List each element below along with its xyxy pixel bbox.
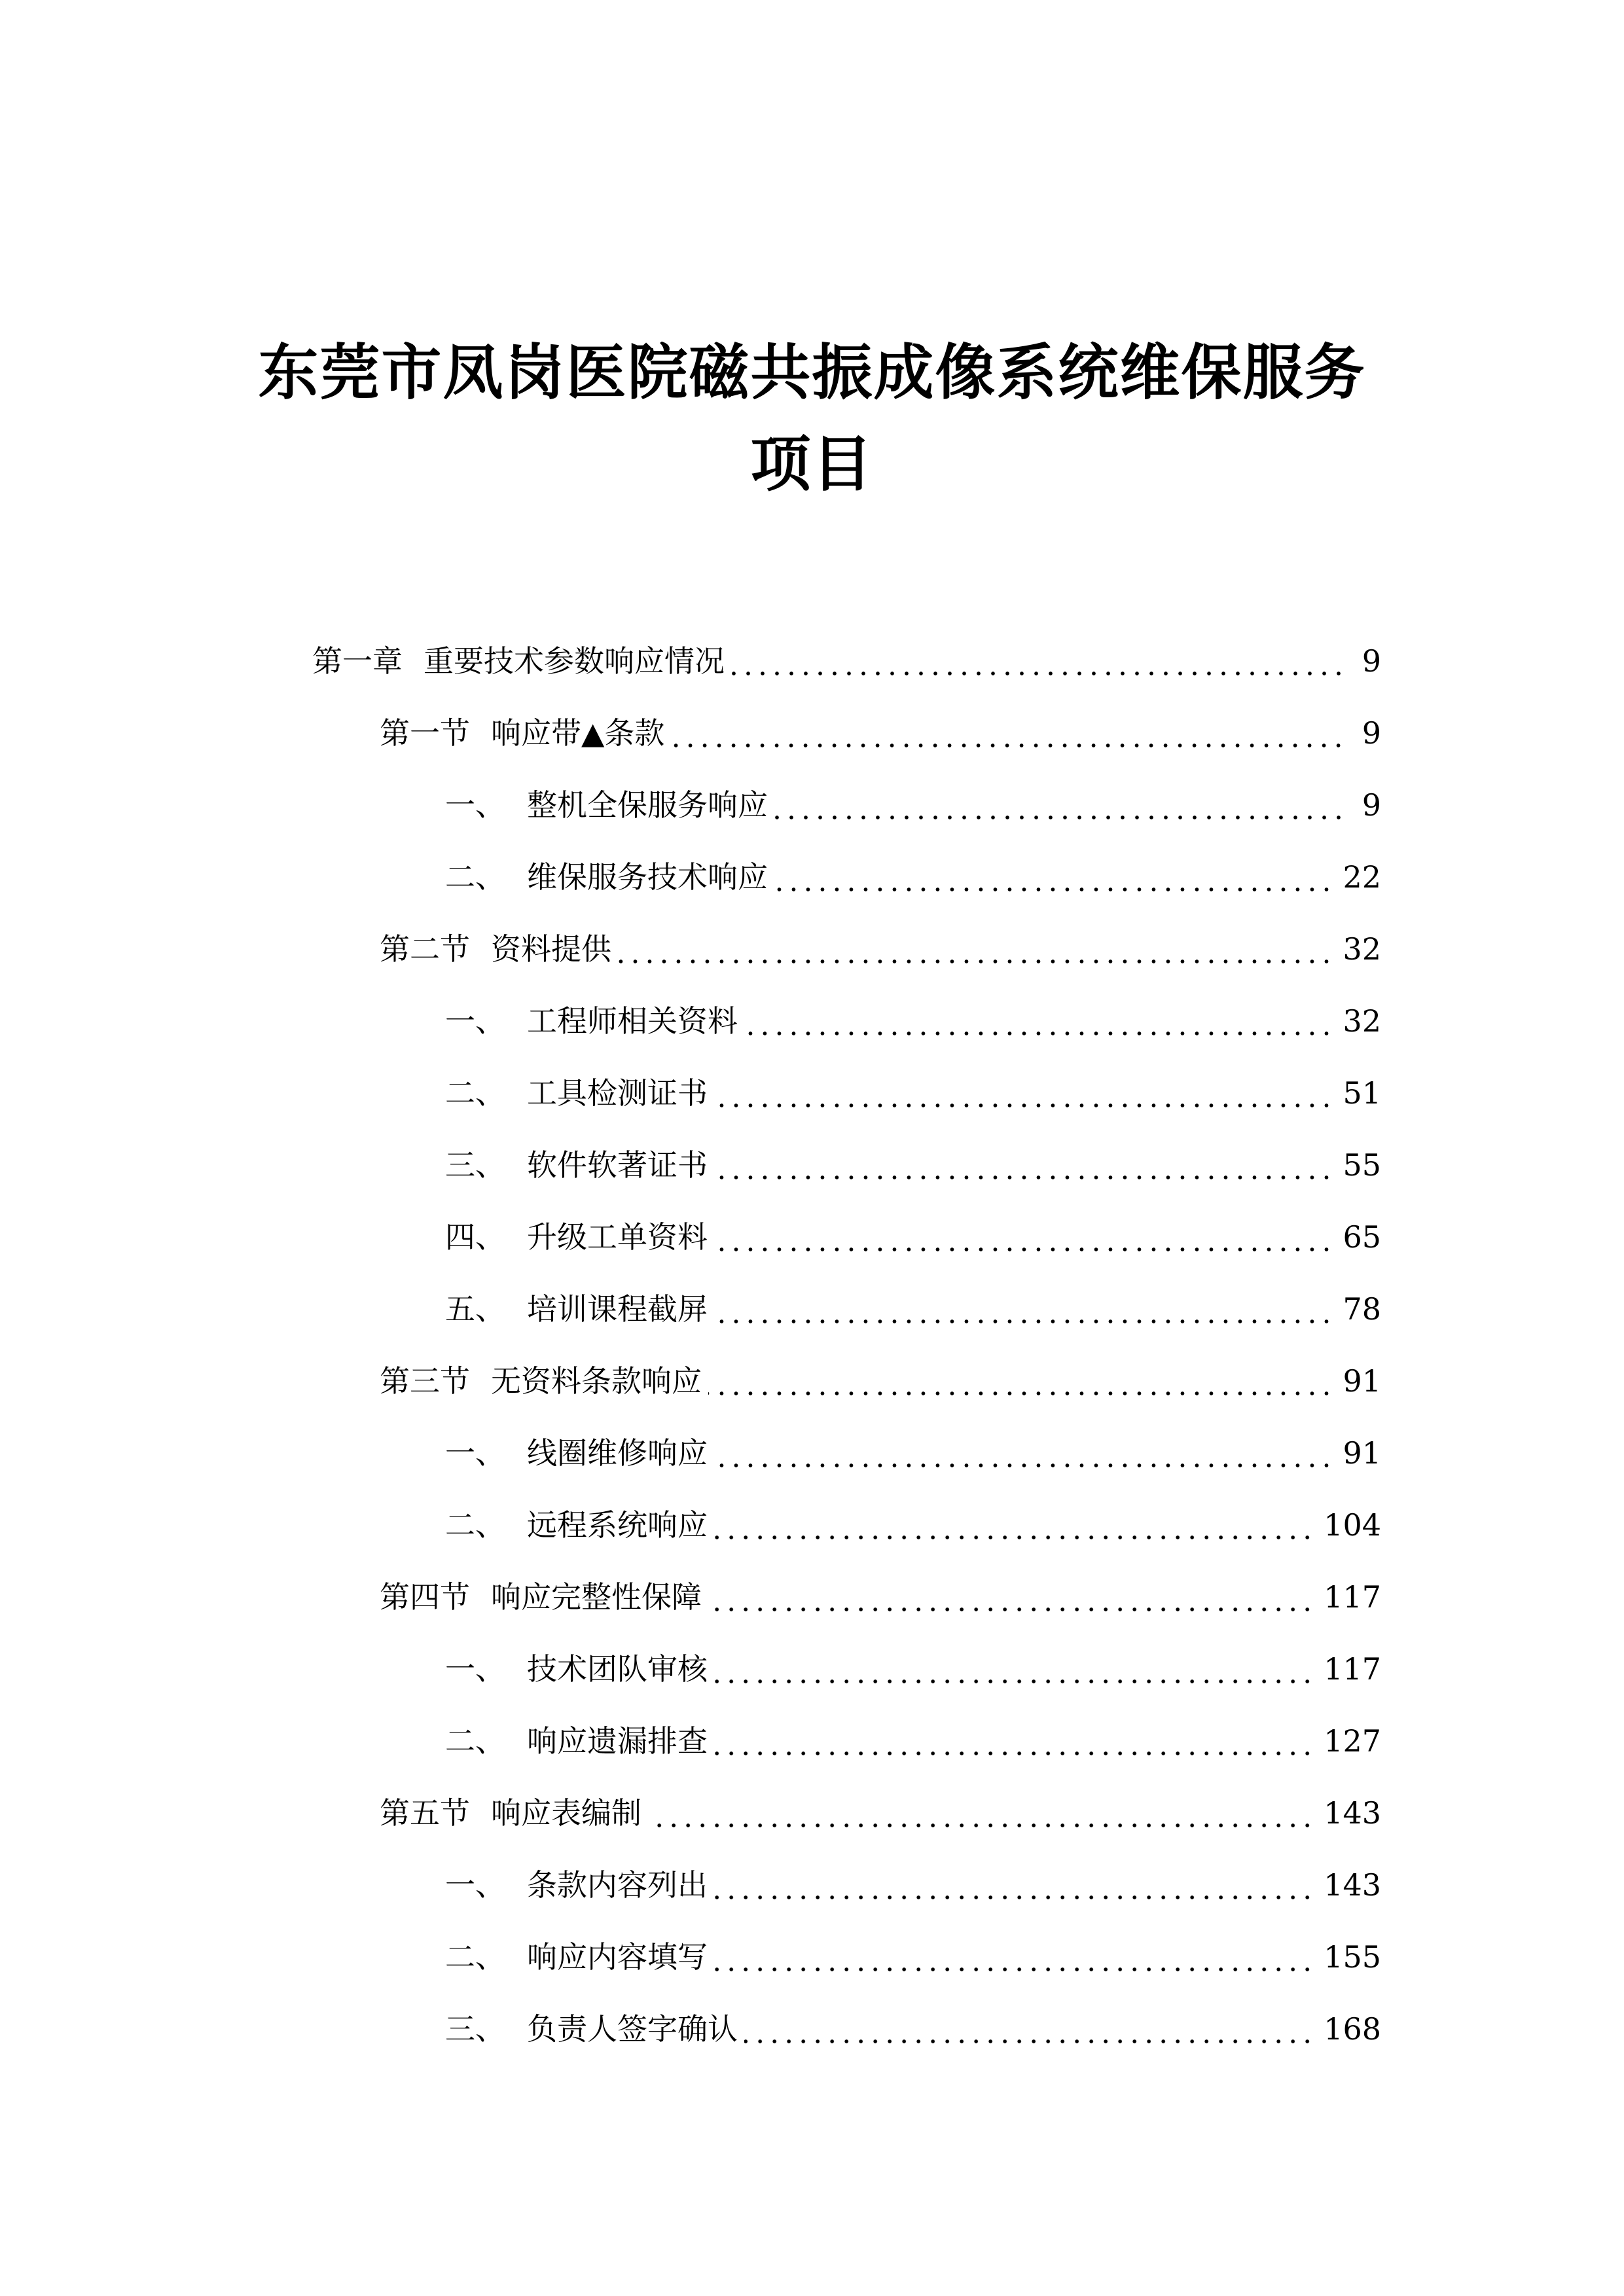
toc-entry-number: 四、 [445, 1219, 505, 1255]
toc-entry-number: 二、 [445, 1723, 505, 1759]
toc-entry-number: 二、 [445, 1507, 505, 1543]
toc-entry-number: 二、 [445, 1939, 505, 1975]
toc-entry-item[interactable] [445, 2003, 1381, 2055]
toc-entry-label: 线圈维修响应 [527, 1435, 708, 1471]
toc-entry-item[interactable] [445, 1499, 1381, 1551]
toc-entry-page-number: 9 [1362, 643, 1381, 679]
toc-entry-label: 条款内容列出 [527, 1867, 708, 1903]
document-title-line-1: 东莞市凤岗医院磁共振成像系统维保服务 [258, 338, 1366, 408]
toc-entry-number: 一、 [445, 1003, 505, 1039]
toc-entry-number: 第四节 [380, 1579, 470, 1615]
toc-dot-leader [708, 1571, 1314, 1623]
toc-entry-page-number: 104 [1324, 1507, 1381, 1543]
toc-entry-page-number: 55 [1343, 1147, 1381, 1183]
toc-entry-item[interactable] [445, 1643, 1381, 1695]
toc-entry-label: 维保服务技术响应 [527, 859, 768, 895]
toc-dot-leader [714, 1067, 1333, 1119]
toc-dot-leader [714, 1931, 1314, 1983]
toc-entry-item[interactable] [445, 1067, 1381, 1119]
toc-entry-section-5[interactable] [380, 1787, 1381, 1839]
toc-dot-leader [744, 2003, 1314, 2055]
toc-entry-item[interactable] [445, 995, 1381, 1047]
toc-entry-item[interactable] [445, 779, 1381, 831]
toc-entry-page-number: 32 [1343, 931, 1381, 967]
toc-entry-page-number: 65 [1343, 1219, 1381, 1255]
toc-entry-label: 响应表编制 [491, 1795, 641, 1831]
toc-entry-page-number: 51 [1343, 1075, 1381, 1111]
toc-entry-page-number: 117 [1324, 1651, 1381, 1687]
toc-entry-section-2[interactable] [380, 923, 1381, 975]
toc-entry-label: 培训课程截屏 [527, 1291, 708, 1327]
toc-entry-number: 第一节 [380, 715, 470, 751]
toc-entry-number: 一、 [445, 1435, 505, 1471]
toc-entry-number: 五、 [445, 1291, 505, 1327]
toc-entry-item[interactable] [445, 1715, 1381, 1767]
toc-entry-chapter-1[interactable] [312, 635, 1381, 687]
toc-dot-leader [731, 635, 1346, 687]
toc-entry-number: 第五节 [380, 1795, 470, 1831]
toc-entry-page-number: 127 [1324, 1723, 1381, 1759]
toc-entry-number: 二、 [445, 1075, 505, 1111]
toc-entry-number: 二、 [445, 859, 505, 895]
toc-dot-leader [714, 1211, 1333, 1263]
toc-dot-leader [708, 1355, 1333, 1407]
toc-entry-item[interactable] [445, 1859, 1381, 1911]
toc-entry-item[interactable] [445, 1211, 1381, 1263]
document-title [0, 327, 1624, 511]
toc-dot-leader [714, 1283, 1333, 1335]
toc-entry-item[interactable] [445, 1427, 1381, 1479]
toc-dot-leader [774, 779, 1346, 831]
toc-entry-page-number: 143 [1324, 1795, 1381, 1831]
toc-entry-section-1[interactable] [380, 707, 1381, 759]
toc-dot-leader [714, 1643, 1314, 1695]
toc-entry-label: 无资料条款响应 [491, 1363, 702, 1399]
toc-entry-item[interactable] [445, 1931, 1381, 1983]
toc-entry-page-number: 9 [1362, 715, 1381, 751]
toc-entry-number: 第二节 [380, 931, 470, 967]
toc-dot-leader [618, 923, 1333, 975]
toc-entry-label: 响应带▲条款 [491, 715, 665, 751]
toc-dot-leader [714, 1427, 1333, 1479]
toc-entry-item[interactable] [445, 1283, 1381, 1335]
toc-dot-leader [714, 1859, 1314, 1911]
toc-entry-label: 响应内容填写 [527, 1939, 708, 1975]
toc-entry-number: 一、 [445, 1651, 505, 1687]
toc-dot-leader [671, 707, 1346, 759]
toc-entry-item[interactable] [445, 851, 1381, 903]
toc-entry-page-number: 117 [1324, 1579, 1381, 1615]
toc-entry-page-number: 91 [1343, 1363, 1381, 1399]
toc-dot-leader [744, 995, 1333, 1047]
toc-entry-number: 第一章 [312, 643, 403, 679]
toc-entry-label: 远程系统响应 [527, 1507, 708, 1543]
toc-entry-number: 一、 [445, 1867, 505, 1903]
toc-dot-leader [714, 1139, 1333, 1191]
toc-entry-page-number: 9 [1362, 787, 1381, 823]
toc-entry-number: 一、 [445, 787, 505, 823]
toc-entry-page-number: 22 [1343, 859, 1381, 895]
toc-entry-label: 技术团队审核 [527, 1651, 708, 1687]
toc-dot-leader [714, 1499, 1314, 1551]
toc-entry-page-number: 91 [1343, 1435, 1381, 1471]
toc-entry-label: 负责人签字确认 [527, 2011, 738, 2047]
toc-entry-label: 整机全保服务响应 [527, 787, 768, 823]
toc-entry-label: 工具检测证书 [527, 1075, 708, 1111]
toc-dot-leader [774, 851, 1333, 903]
toc-entry-label: 软件软著证书 [527, 1147, 708, 1183]
toc-entry-page-number: 78 [1343, 1291, 1381, 1327]
toc-entry-number: 第三节 [380, 1363, 470, 1399]
toc-entry-number: 三、 [445, 1147, 505, 1183]
toc-entry-page-number: 155 [1324, 1939, 1381, 1975]
toc-dot-leader [648, 1787, 1314, 1839]
toc-entry-section-4[interactable] [380, 1571, 1381, 1623]
toc-entry-page-number: 32 [1343, 1003, 1381, 1039]
toc-entry-label: 响应完整性保障 [491, 1579, 702, 1615]
toc-entry-label: 升级工单资料 [527, 1219, 708, 1255]
toc-entry-label: 资料提供 [491, 931, 611, 967]
toc-entry-label: 重要技术参数响应情况 [424, 643, 725, 679]
toc-entry-page-number: 143 [1324, 1867, 1381, 1903]
toc-entry-number: 三、 [445, 2011, 505, 2047]
document-title-line-2: 项目 [750, 429, 874, 499]
toc-entry-page-number: 168 [1324, 2011, 1381, 2047]
toc-entry-item[interactable] [445, 1139, 1381, 1191]
toc-dot-leader [714, 1715, 1314, 1767]
toc-entry-label: 响应遗漏排查 [527, 1723, 708, 1759]
toc-entry-label: 工程师相关资料 [527, 1003, 738, 1039]
toc-entry-section-3[interactable] [380, 1355, 1381, 1407]
